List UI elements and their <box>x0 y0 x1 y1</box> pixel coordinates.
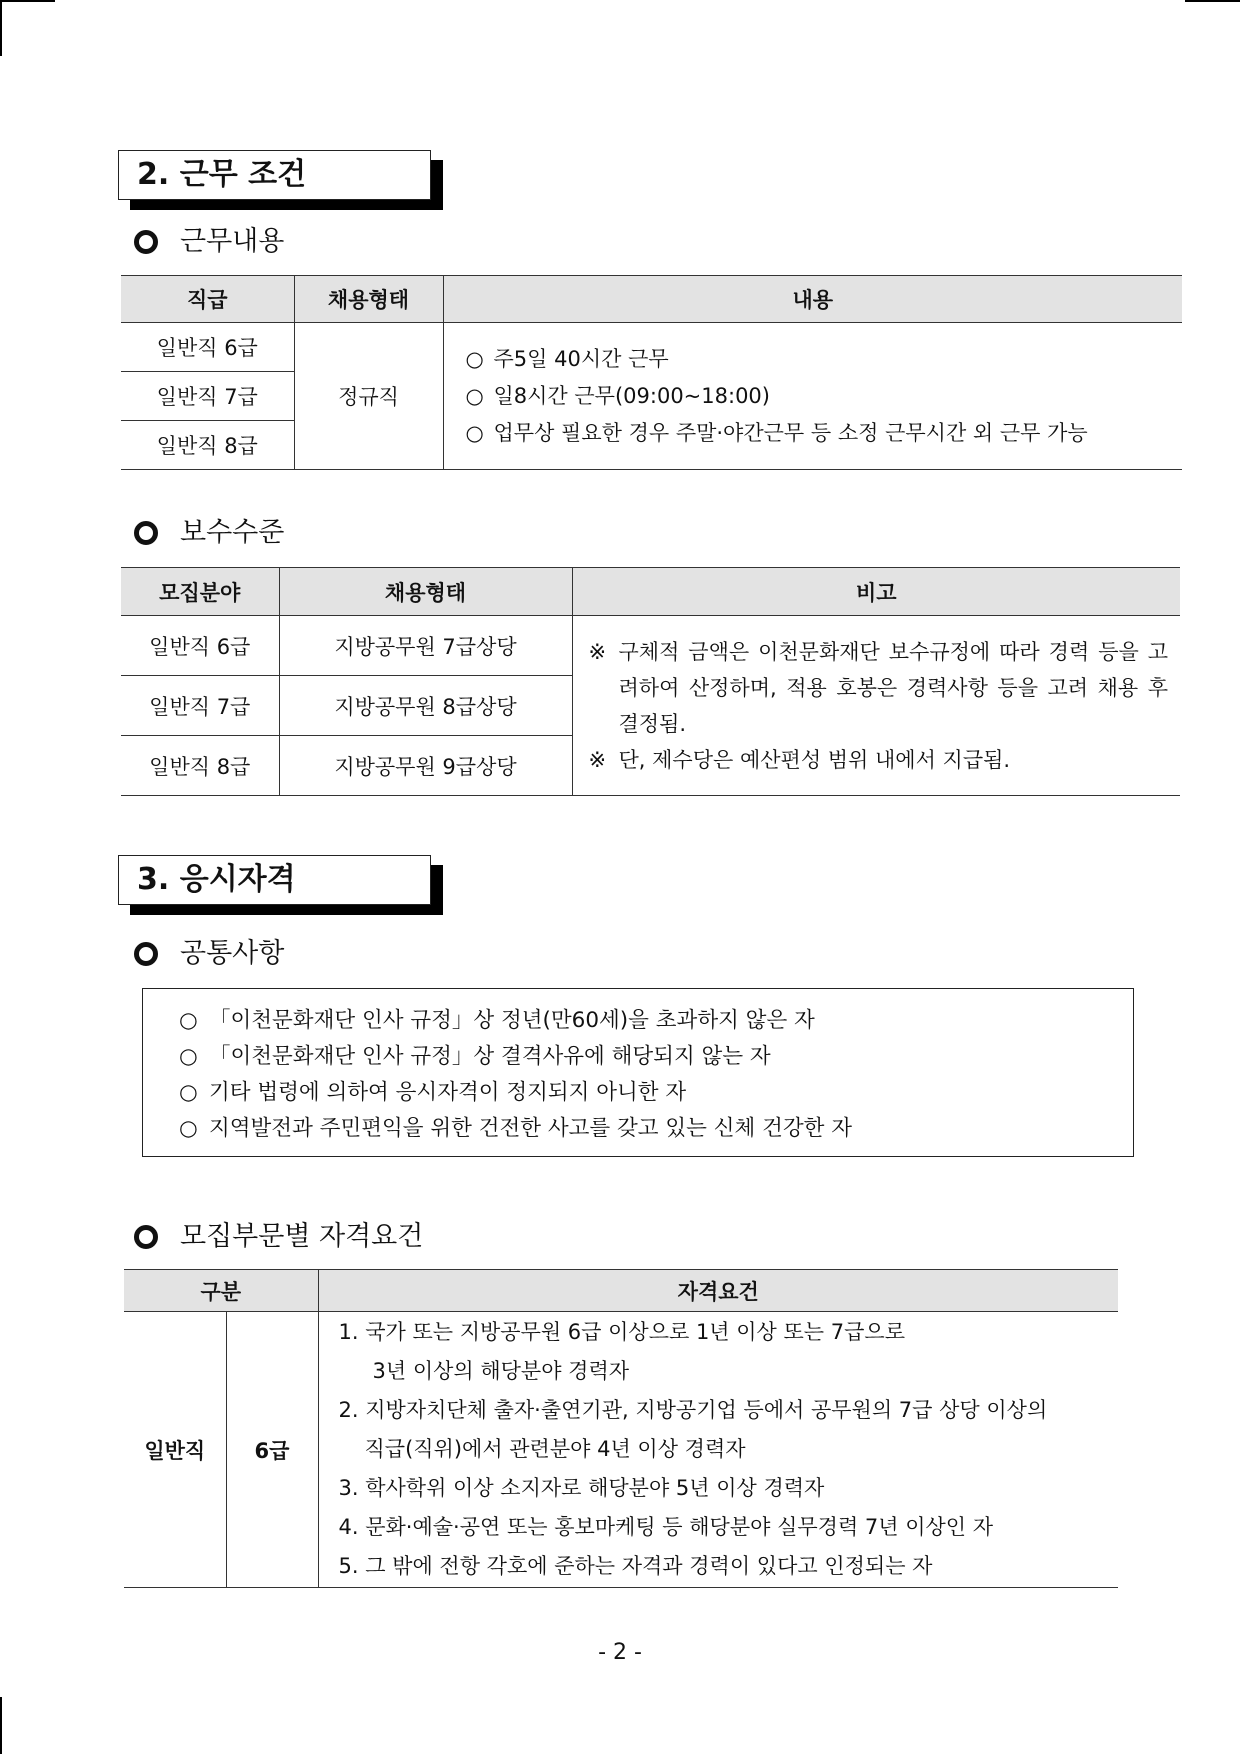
pay-type-cell: 지방공무원 9급상당 <box>279 736 572 796</box>
requirement-item: 5. 그 밖에 전항 각호에 준하는 자격과 경력이 있다고 인정되는 자 <box>338 1554 933 1578</box>
header-remarks: 비고 <box>572 568 1180 616</box>
category-cell: 일반직 <box>124 1312 226 1588</box>
remarks-cell <box>572 616 1180 796</box>
subheading-requirements <box>134 1219 423 1255</box>
subheading-label: 보수수준 <box>180 517 285 548</box>
header-content: 내용 <box>443 276 1182 323</box>
work-content-cell <box>443 323 1182 470</box>
common-requirements-box <box>142 988 1134 1157</box>
section-title-eligibility: 3. 응시자격 <box>118 855 431 905</box>
work-content-line: ○ 주5일 40시간 근무 <box>465 346 669 371</box>
common-item: ○ 「이천문화재단 인사 규정」상 결격사유에 해당되지 않는 자 <box>179 1044 771 1069</box>
crop-mark-top-left-h <box>0 0 55 2</box>
requirements-list-cell <box>318 1312 1118 1588</box>
section-title-work-conditions: 2. 근무 조건 <box>118 150 431 200</box>
requirement-item: 3년 이상의 해당분야 경력자 <box>372 1359 630 1383</box>
circle-bullet-icon <box>134 230 158 254</box>
requirement-item: 1. 국가 또는 지방공무원 6급 이상으로 1년 이상 또는 7급으로 <box>338 1320 905 1344</box>
requirement-item: 2. 지방자치단체 출자·출연기관, 지방공기업 등에서 공무원의 7급 상당 이상의 <box>338 1398 1048 1422</box>
common-item: ○ 지역발전과 주민편익을 위한 건전한 사고를 갖고 있는 신체 건강한 자 <box>179 1116 853 1141</box>
pay-type-cell: 지방공무원 7급상당 <box>279 616 572 676</box>
subheading-work-content <box>134 224 284 260</box>
remark-note: ※ 구체적 금액은 이천문화재단 보수규정에 따라 경력 등을 고려하여 산정하며, 적용 호봉은 경력사항 등을 고려 채용 후 결정됨. <box>588 639 1168 736</box>
work-content-line: ○ 일8시간 근무(09:00~18:00) <box>465 383 770 408</box>
header-category: 구분 <box>124 1270 318 1312</box>
crop-mark-bottom-left-v <box>0 1697 2 1754</box>
common-item: ○ 기타 법령에 의하여 응시자격이 정지되지 아니한 자 <box>179 1080 687 1105</box>
circle-bullet-icon <box>134 1225 158 1249</box>
circle-bullet-icon <box>134 942 158 966</box>
pay-level-table <box>121 567 1180 796</box>
crop-mark-top-left-v <box>0 0 2 56</box>
crop-mark-top-right-h <box>1185 0 1240 2</box>
field-cell: 일반직 7급 <box>121 676 279 736</box>
header-employment-type: 채용형태 <box>279 568 572 616</box>
subheading-label: 공통사항 <box>180 938 285 969</box>
requirement-item: 4. 문화·예술·공연 또는 홍보마케팅 등 해당분야 실무경력 7년 이상인 자 <box>338 1515 994 1539</box>
requirement-item: 직급(직위)에서 관련분야 4년 이상 경력자 <box>364 1437 746 1461</box>
work-content-line: ○ 업무상 필요한 경우 주말·야간근무 등 소정 근무시간 외 근무 가능 <box>465 420 1088 445</box>
field-cell: 일반직 8급 <box>121 736 279 796</box>
grade-cell: 일반직 6급 <box>121 323 294 372</box>
common-item: ○ 「이천문화재단 인사 규정」상 정년(만60세)을 초과하지 않은 자 <box>179 1008 815 1033</box>
pay-type-cell: 지방공무원 8급상당 <box>279 676 572 736</box>
subheading-pay-level <box>134 515 284 551</box>
grade-cell: 6급 <box>226 1312 318 1588</box>
grade-cell: 일반직 7급 <box>121 372 294 421</box>
requirements-table <box>124 1269 1118 1588</box>
employment-type-cell: 정규직 <box>294 323 443 470</box>
subheading-common <box>134 936 284 972</box>
remark-note: ※ 단, 제수당은 예산편성 범위 내에서 지급됨. <box>588 747 1011 772</box>
header-recruit-field: 모집분야 <box>121 568 279 616</box>
field-cell: 일반직 6급 <box>121 616 279 676</box>
page-number: - 2 - <box>598 1640 642 1665</box>
circle-bullet-icon <box>134 521 158 545</box>
subheading-label: 모집부문별 자격요건 <box>180 1221 424 1252</box>
header-requirements: 자격요건 <box>318 1270 1118 1312</box>
subheading-label: 근무내용 <box>180 226 285 257</box>
header-grade: 직급 <box>121 276 294 323</box>
grade-cell: 일반직 8급 <box>121 421 294 470</box>
header-employment-type: 채용형태 <box>294 276 443 323</box>
requirement-item: 3. 학사학위 이상 소지자로 해당분야 5년 이상 경력자 <box>338 1476 825 1500</box>
work-content-table <box>121 275 1182 470</box>
